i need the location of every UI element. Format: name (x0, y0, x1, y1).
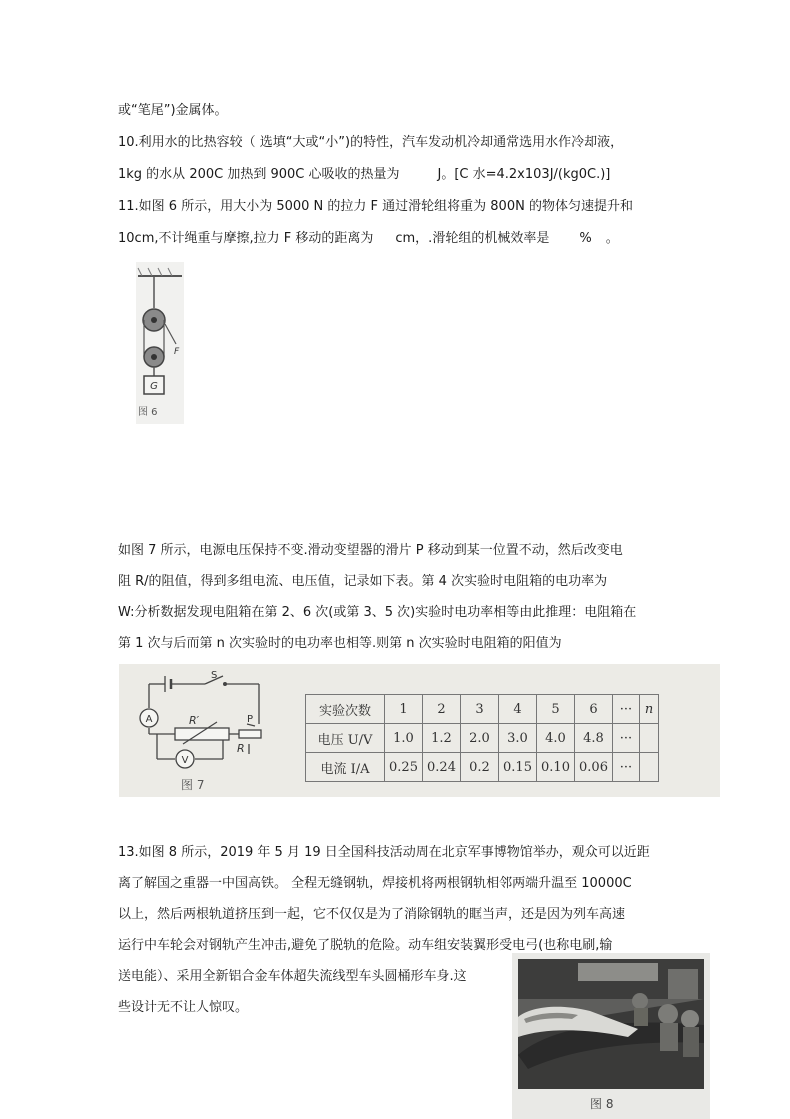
table-cell: 0.06 (575, 753, 613, 782)
train-photo (518, 959, 704, 1089)
question-12-line-1: 如图 7 所示，电源电压保持不变.滑动变望器的滑片 P 移动到某一位置不动，然后改变电 (118, 543, 623, 558)
slider-resistor (239, 730, 261, 738)
table-header-cell: 5 (537, 695, 575, 724)
figure-8-caption: 图 8 (590, 1097, 614, 1111)
table-row (306, 724, 659, 753)
data-table (305, 694, 659, 782)
table-cell: 4.8 (575, 724, 613, 753)
question-11-line-2 (118, 230, 619, 248)
slider-label: P (247, 714, 254, 725)
question-13-line-6: 些设计无不让人惊叹。 (118, 1000, 249, 1015)
table-cell: 电压 U/V (306, 724, 385, 753)
table-cell: 1.2 (423, 724, 461, 753)
question-13-line-2: 离了解国之重器一中国高铁。 全程无缝钢轨，焊接机将两根钢轨相邻两端升温至 10000C (118, 876, 632, 891)
figure-6-caption: 图 6 (138, 407, 158, 418)
question-13-line-5: 送电能）、采用全新铝合金车体超失流线型车头圆桶形车身.这 (118, 969, 467, 984)
resistor-label: R (237, 742, 245, 755)
table-row (306, 753, 659, 782)
table-cell: 0.25 (385, 753, 423, 782)
table-header-cell: 4 (499, 695, 537, 724)
table-cell: 0.10 (537, 753, 575, 782)
table-cell: 0.2 (461, 753, 499, 782)
table-cell: 3.0 (499, 724, 537, 753)
figure-7-caption: 图 7 (181, 778, 205, 792)
rheostat (175, 728, 229, 740)
rheostat-label: R′ (189, 714, 200, 727)
table-header-cell: n (640, 695, 659, 724)
table-header-cell: 3 (461, 695, 499, 724)
question-12-line-3: W:分析数据发现电阻箱在第 2、6 次(或第 3、5 次)实验时电功率相等由此推理：电阻箱在 (118, 605, 637, 620)
figure-7 (119, 664, 720, 797)
table-cell: 1.0 (385, 724, 423, 753)
text-line-1: 或“笔尾”)金属体。 (118, 103, 228, 118)
force-label: F (174, 347, 180, 357)
ammeter-label: A (145, 714, 153, 725)
question-11-text-c: % (579, 231, 592, 246)
circuit-diagram (119, 664, 299, 797)
question-12-line-4: 第 1 次与后而第 n 次实验时的电功率也相等.则第 n 次实验时电阻箱的阳值为 (118, 636, 562, 651)
question-10-text-a: 1kg 的水从 200C 加热到 900C 心吸收的热量为 (118, 167, 400, 182)
question-13-line-3: 以上，然后两根轨道挤压到一起，它不仅仅是为了消除钢轨的眶当声，还是因为列车高速 (118, 907, 626, 922)
table-header-cell: 6 (575, 695, 613, 724)
table-cell: 0.24 (423, 753, 461, 782)
switch-label: S (211, 670, 218, 681)
question-13-line-4: 运行中车轮会对钢轨产生冲击,避免了脱轨的危险。动车组安装翼形受电弓(也称电刷,输 (118, 938, 613, 953)
question-11-text-b: cm，.滑轮组的机械效率是 (395, 231, 550, 246)
table-cell: ··· (613, 724, 640, 753)
table-cell: ··· (613, 753, 640, 782)
pulley-diagram (136, 262, 184, 424)
table-cell: 4.0 (537, 724, 575, 753)
question-12-line-2: 阻 R/的阻值，得到多组电流、电压值，记录如下表。第 4 次实验时电阻箱的电功率为 (118, 574, 608, 589)
table-header-cell: 1 (385, 695, 423, 724)
question-10-line-1: 10.利用水的比热容较（ 选填“大或“小”)的特性，汽车发动机冷却通常选用水作冷却液， (118, 135, 624, 150)
table-header-cell: 实验次数 (306, 695, 385, 724)
question-11-text-d: 。 (605, 231, 619, 246)
table-header-cell: ··· (613, 695, 640, 724)
question-11-line-1: 11.如图 6 所示，用大小为 5000 N 的拉力 F 通过滑轮组将重为 800N 的物体匀速提升和 (118, 199, 633, 214)
question-11-text-a: 10cm,不计绳重与摩擦,拉力 F 移动的距离为 (118, 231, 374, 246)
block-label: G (150, 381, 158, 392)
table-header-cell: 2 (423, 695, 461, 724)
voltmeter-label: V (181, 755, 189, 766)
table-cell (640, 753, 659, 782)
table-row (306, 695, 659, 724)
table-cell: 电流 I/A (306, 753, 385, 782)
question-10-text-b: J。[C 水=4.2x103J/(kg0C.)] (437, 167, 611, 182)
table-cell (640, 724, 659, 753)
table-cell: 0.15 (499, 753, 537, 782)
table-cell: 2.0 (461, 724, 499, 753)
question-13-line-1: 13.如图 8 所示，2019 年 5 月 19 日全国科技活动周在北京军事博物馆举办，观众可以近距 (118, 845, 650, 860)
figure-6 (136, 262, 184, 424)
question-10-line-2 (118, 166, 610, 184)
figure-8 (512, 953, 710, 1119)
